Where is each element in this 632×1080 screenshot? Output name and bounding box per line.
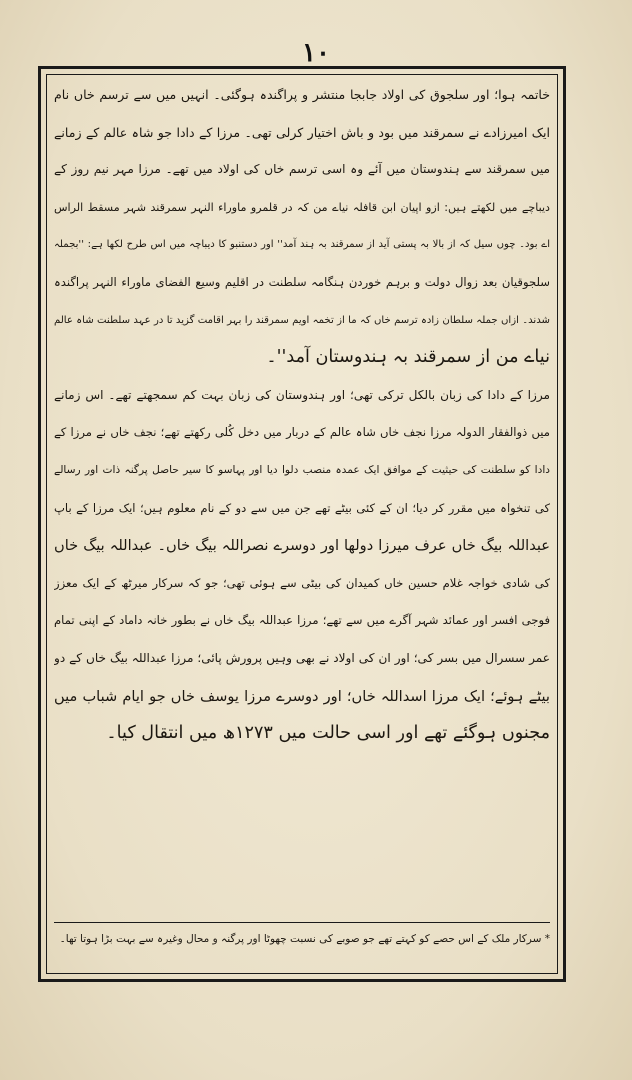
text-line: شدند۔ ازاں جملہ سلطان زادہ ترسم خاں کہ ما از تخمہ اویم سمرقند را بہر اقامت گزید تا در عہد سلطنت شاہ عالم	[54, 314, 550, 326]
text-line: خاتمہ ہوا؛ اور سلجوق کی اولاد جابجا منتشر و پراگندہ ہوگئی۔ انہیں میں سے ترسم خاں نام	[54, 87, 550, 102]
text-line: عبداللہ بیگ خاں عرف میرزا دولھا اور دوسرے نصراللہ بیگ خاں۔ عبداللہ بیگ خاں	[54, 537, 550, 555]
text-line: عمر سسرال میں بسر کی؛ اور ان کی اولاد نے بھی وہیں پرورش پائی؛ مرزا عبداللہ بیگ خاں کے دو	[54, 650, 550, 665]
text-line: میں ذوالفقار الدولہ مرزا نجف خاں شاہ عالم کے دربار میں دخل کُلی رکھتے تھے؛ نجف خاں نے مرزا کے	[54, 425, 550, 440]
text-line: مرزا کے دادا کی زبان بالکل ترکی تھی؛ اور ہندوستان کی زبان بہت کم سمجھتے تھے۔ اس زمانے	[54, 387, 550, 402]
text-line: بیٹے ہوئے؛ ایک مرزا اسداللہ خاں؛ اور دوسرے مرزا یوسف خاں جو ایام شباب میں	[54, 687, 550, 705]
text-line: سلجوقیان بعد زوال دولت و برہم خوردن ہنگامہ سلطنت در اقلیم وسیع الفضای ماوراء النہر پراگندہ	[54, 274, 550, 289]
body-text	[54, 76, 550, 753]
footnote-divider	[54, 922, 550, 923]
text-line: میں سمرقند سے ہندوستان میں آئے وہ اسی ترسم خاں کی اولاد میں تھے۔ مرزا مہر نیم روز کے	[54, 162, 550, 177]
text-line: دیباچے میں لکھتے ہیں: ازو اپیان ابن قافلہ نیاے من کہ در قلمرو ماوراء النہر سمرقند شہر مسقط الراس	[54, 200, 550, 214]
text-line: دادا کو سلطنت کی حیثیت کے موافق ایک عمدہ منصب دلوا دیا اور پہاسو کا سیر حاصل پرگنہ ذات اور رسالے	[54, 463, 550, 476]
text-line: کی تنخواہ میں مقرر کر دیا؛ ان کے کئی بیٹے تھے جن میں سے دو کے نام معلوم ہیں؛ ایک مرزا کے باپ	[54, 500, 550, 515]
text-line: فوجی افسر اور عمائد شہر آگرے میں سے تھے؛ مرزا عبداللہ بیگ خاں نے بطور خانہ داماد کے اپنی تمام	[54, 613, 550, 628]
text-line: نیاے من از سمرقند بہ ہندوستان آمد''۔	[266, 347, 550, 368]
footnote: * سرکار ملک کے اس حصے کو کہتے تھے جو صوبے کی نسبت چھوٹا اور پرگنہ و محال وغیرہ سے بہت بڑا ہوتا تھا۔	[59, 933, 550, 945]
text-line: کی شادی خواجہ غلام حسین خاں کمیدان کی بیٹی سے ہوئی تھی؛ جو کہ سرکار میرٹھ کے ایک معزز	[54, 575, 550, 590]
page-number: ۱۰	[302, 38, 330, 68]
text-line: ایک امیرزادے نے سمرقند میں بود و باش اختیار کرلی تھی۔ مرزا کے دادا جو شاہ عالم کے زمانے	[54, 124, 550, 140]
text-line: اے بود۔ چوں سیل کہ از بالا بہ پستی آید از سمرقند بہ ہند آمد'' اور دستنبو کا دیباچہ میں اس طرح لکھا ہے: ''بجملہ	[54, 239, 550, 251]
text-line: مجنوں ہوگئے تھے اور اسی حالت میں ۱۲۷۳ھ میں انتقال کیا۔	[106, 723, 550, 744]
